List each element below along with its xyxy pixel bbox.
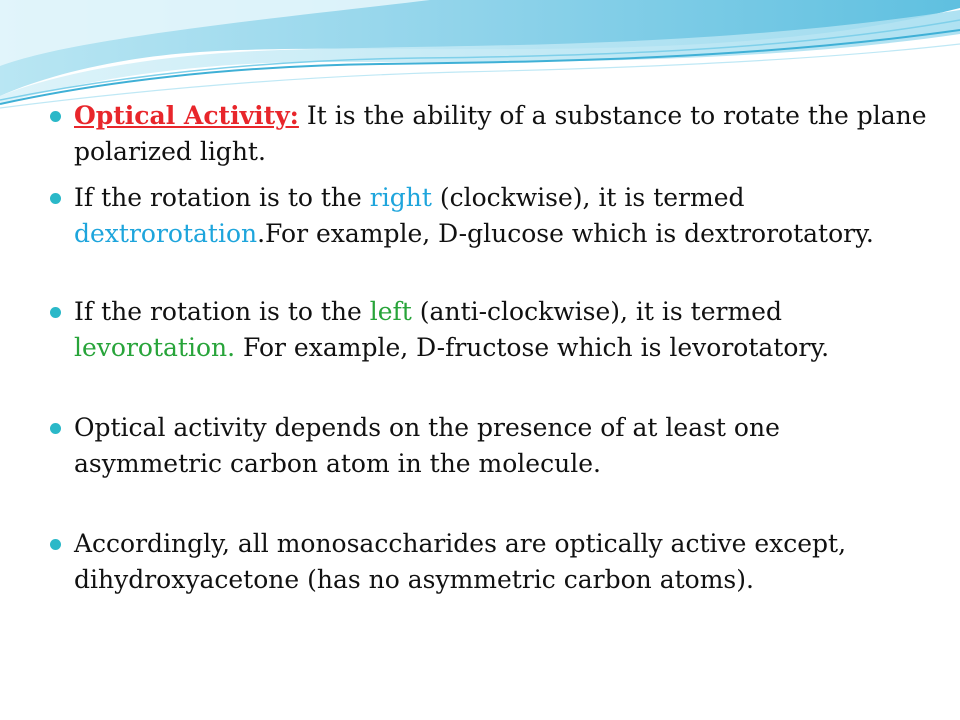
header-wave-decoration [0,0,960,110]
text-segment: For example, D-fructose which is levorotatory. [235,333,830,362]
slide-content [48,98,928,598]
bullet-optical-activity-definition [48,98,928,170]
text-segment: If the rotation is to the [74,297,370,326]
term-optical-activity: Optical Activity: [74,101,299,130]
bullet-monosaccharides: Accordingly, all monosaccharides are optically active except, dihydroxyacetone (has no asymmetric carbon atoms). [48,526,928,598]
text-segment: (anti-clockwise), it is termed [411,297,782,326]
bullet-list [48,98,928,598]
word-left: left [369,297,412,326]
bullet-asymmetric-carbon: Optical activity depends on the presence of at least one asymmetric carbon atom in the molecule. [48,410,928,482]
bullet-levorotation [48,294,928,366]
text-segment: If the rotation is to the [74,183,370,212]
word-dextrorotation: dextrorotation [74,219,258,248]
text-segment: (clockwise), it is termed [431,183,745,212]
bullet-dextrorotation [48,180,928,252]
word-right: right [369,183,432,212]
text-segment: .For example, D-glucose which is dextrorotatory. [257,219,874,248]
word-levorotation: levorotation. [74,333,236,362]
definition-text: It is the ability of a substance to rotate the plane polarized light. [74,101,927,166]
